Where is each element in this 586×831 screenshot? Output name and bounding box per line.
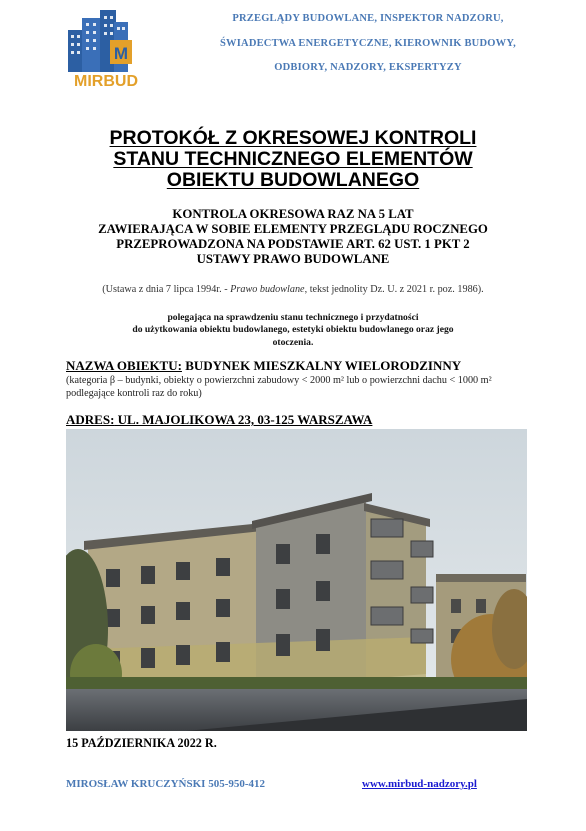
inspection-purpose: polegająca na sprawdzeniu stanu technicznego i przydatności do użytkowania obiektu budowlanego, estetyki obiektu budowlanego oraz jego otoczenia. <box>132 312 454 348</box>
inspection-date: 15 PAŹDZIERNIKA 2022 R. <box>66 736 217 750</box>
header-services-line-1: PRZEGLĄDY BUDOWLANE, INSPEKTOR NADZORU, <box>232 13 504 24</box>
footer-contact: MIROSŁAW KRUCZYŃSKI 505-950-412 <box>66 778 266 790</box>
document-subtitle <box>60 207 526 267</box>
title-line: OBIEKTU BUDOWLANEGO <box>166 169 420 191</box>
legal-reference: (Ustawa z dnia 7 lipca 1994r. - Prawo budowlane, tekst jednolity Dz. U. z 2021 r. poz. 1986). <box>102 284 484 295</box>
header-services-line-3: ODBIORY, NADZORY, EKSPERTYZY <box>274 62 462 73</box>
logo-letter: M <box>113 44 129 63</box>
object-name-value: BUDYNEK MIESZKALNY WIELORODZINNY <box>181 358 462 373</box>
title-line: STANU TECHNICZNEGO ELEMENTÓW <box>113 148 473 170</box>
subtitle-line: PRZEPROWADZONA NA PODSTAWIE ART. 62 UST. 1 PKT 2 <box>116 237 470 251</box>
subtitle-line: KONTROLA OKRESOWA RAZ NA 5 LAT <box>172 207 414 221</box>
object-address <box>66 412 526 428</box>
object-name-label: NAZWA OBIEKTU: <box>66 358 182 373</box>
object-name <box>66 358 526 374</box>
title-line: PROTOKÓŁ Z OKRESOWEJ KONTROLI <box>109 127 477 149</box>
address-value: UL. MAJOLIKOWA 23, 03-125 WARSZAWA <box>114 412 373 427</box>
subtitle-line: USTAWY PRAWO BUDOWLANE <box>196 252 390 266</box>
logo-wordmark: MIRBUD <box>74 73 138 90</box>
law-name: Prawo budowlane <box>230 284 305 295</box>
address-label: ADRES: <box>66 412 115 427</box>
document-title <box>70 128 516 191</box>
header-services-line-2: ŚWIADECTWA ENERGETYCZNE, KIEROWNIK BUDOWY, <box>220 38 516 49</box>
building-photo <box>66 429 527 731</box>
company-logo <box>66 8 150 92</box>
object-category: (kategoria β – budynki, obiekty o powierzchni zabudowy < 2000 m² lub o powierzchni dachu < 1000 m² podlegające kontroli raz do roku) <box>66 375 492 399</box>
website-link[interactable]: www.mirbud-nadzory.pl <box>362 778 477 790</box>
subtitle-line: ZAWIERAJĄCA W SOBIE ELEMENTY PRZEGLĄDU ROCZNEGO <box>98 222 488 236</box>
